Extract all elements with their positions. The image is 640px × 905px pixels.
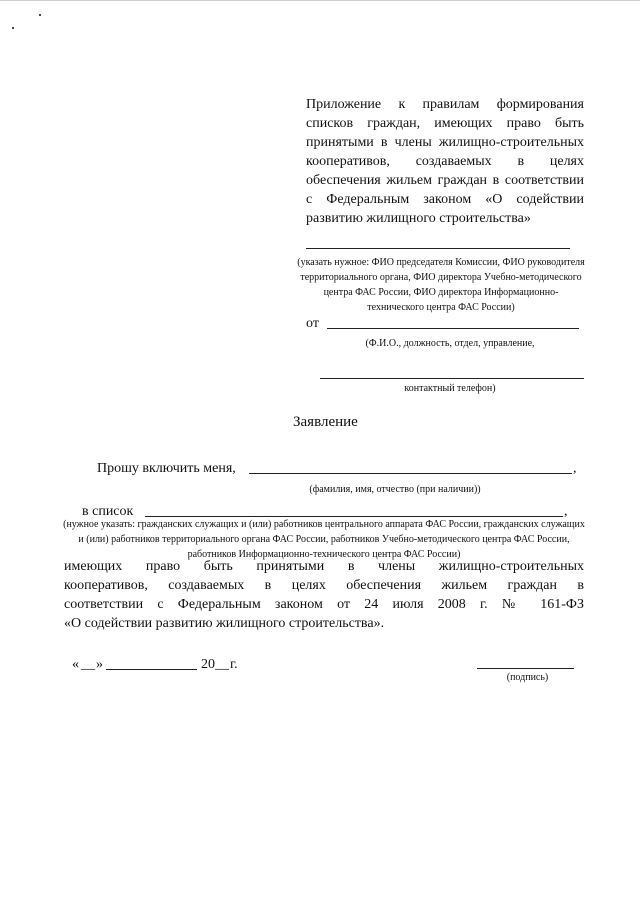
body-line: имеющих право быть принятыми в члены жилищно-строительных — [64, 559, 584, 574]
document-title: Заявление — [293, 414, 358, 430]
request-comma: , — [573, 461, 577, 476]
name-hint: (фамилия, имя, отчество (при наличии)) — [309, 484, 481, 495]
date-month-line[interactable] — [106, 669, 197, 670]
applicant-name-line[interactable] — [249, 473, 572, 474]
date-year-suffix: г. — [230, 657, 238, 672]
list-comma: , — [564, 504, 568, 519]
date-year-prefix: 20 — [201, 657, 215, 672]
from-label: от — [306, 316, 319, 331]
body-last-line: «О содействии развитию жилищного строительства». — [64, 616, 385, 631]
recipient-line[interactable] — [306, 248, 570, 249]
list-hint: (нужное указать: гражданских служащих и (или) работников центрального аппарата ФАС России, гражданских служащих и (или) работников территориального органа ФАС России, работников Учебно-методического центра ФАС России, работников Информационно-технического центра ФАС России) — [63, 519, 585, 560]
scan-speck — [39, 14, 41, 16]
signature-hint: (подпись) — [506, 672, 549, 683]
date-day-blank[interactable]: __ — [81, 657, 95, 672]
scan-speck — [12, 27, 14, 29]
body-line: кооперативов, создаваемых в целях обеспечения жильем граждан в — [64, 578, 584, 593]
date-year-blank[interactable]: __ — [215, 657, 229, 672]
sender-line[interactable] — [327, 328, 579, 329]
request-prompt: Прошу включить меня, — [97, 461, 236, 476]
body-line: соответствии с Федеральным законом от 24 июля 2008 г. № 161-ФЗ — [64, 597, 584, 612]
date-close-quote: » — [96, 657, 103, 672]
appendix-text: Приложение к правилам формирования списков граждан, имеющих право быть принятыми в члены жилищно-строительных кооперативов, создаваемых в целях обеспечения жильем граждан в соответствии с Федеральным законом «О содействии развитию жилищного строительства» — [306, 97, 584, 226]
sender-hint: (Ф.И.О., должность, отдел, управление, — [365, 338, 535, 349]
date-open-quote: « — [72, 657, 79, 672]
recipient-hint: (указать нужное: ФИО председателя Комиссии, ФИО руководителя территориального органа, ФИО директора Учебно-методического центра ФАС России, ФИО директора Информационно-технического центра ФАС России) — [297, 257, 585, 313]
top-edge-line — [0, 0, 640, 1]
phone-line[interactable] — [320, 378, 584, 379]
list-label: в список — [82, 504, 134, 519]
phone-hint: контактный телефон) — [404, 383, 496, 394]
signature-line[interactable] — [477, 668, 574, 669]
